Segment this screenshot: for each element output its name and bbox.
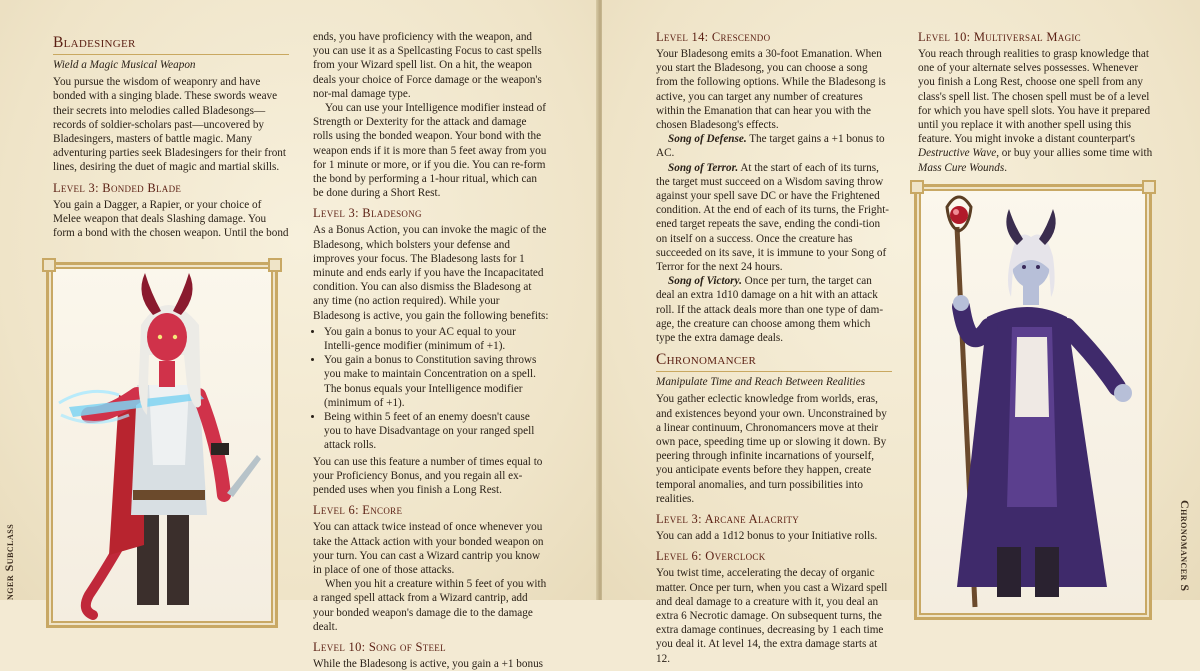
- right-column-1: [656, 30, 892, 666]
- arcane-alacrity-text: You can add a 1d12 bonus to your Initiative rolls.: [656, 530, 878, 543]
- chronomancer-intro: You gather eclectic knowledge from worlds, eras, and existences beyond your own. Unconstrained by a linear continuum, Chronomancers move at their own pace, speeding time up or slowing it down. By peering through infinite incarnations of yourself, you anticipate events before they happen, create temporal anomalies, and turn possibilities into realities.: [656, 393, 887, 505]
- multiversal-magic-heading: Level 10: Multiversal Magic: [918, 30, 1081, 44]
- list-item: • Being within 5 feet of an enemy doesn't cause you to have Disadvantage on your ranged spell attack rolls.: [324, 410, 549, 453]
- mass-cure-wounds-spell: Mass Cure Wounds: [918, 161, 1005, 174]
- song-of-victory-text: Once per turn, the target can deal an extra 1d10 damage on a hit with an attack roll. If the attack deals more than one type of dam-age, the creature can choose among them which type the extra damage deals.: [656, 275, 884, 345]
- bladesinger-heading: Bladesinger: [53, 34, 289, 55]
- bladesinger-intro: You pursue the wisdom of weaponry and have bonded with a singing blade. These swords weave their secrets into melodies called Bladesongs—records of soldier-scholars past—uncovered by Bladesingers, masters of battle magic. Many adventuring parties seek Bladesingers for their front lines, desiring the duet of magic and martial skills.: [53, 76, 286, 174]
- song-of-steel-heading: Level 10: Song of Steel: [313, 639, 446, 654]
- bladesinger-illustration-frame: [46, 262, 278, 628]
- list-item: • You gain a bonus to Constitution saving throws you make to maintain Concentration on a spell. The bonus equals your Intelligence modifier (minimum of +1).: [324, 353, 549, 410]
- bladesinger-tagline: Wield a Magic Musical Weapon: [53, 59, 196, 71]
- bladesinger-illustration: [49, 265, 275, 625]
- bonded-blade-continued: ends, you have proficiency with the weapon, and you can use it as a Spellcasting Focus to cast spells from your Wizard spell list. On a hit, the weapon deals your choice of Force damage or the weapon's nor-mal damage type.: [313, 31, 542, 100]
- crescendo-heading: Level 14: Crescendo: [656, 30, 771, 44]
- encore-text: You can attack twice instead of once whenever you take the Attack action with your bonded weapon on your turn. You can cast a Wizard cantrip you know in place of one of those attacks.: [313, 521, 544, 576]
- bladesong-heading: Level 3: Bladesong: [313, 206, 422, 221]
- chronomancer-illustration-frame: [914, 184, 1152, 620]
- right-page: [602, 0, 1200, 665]
- multiversal-text-c: .: [1004, 161, 1007, 174]
- bladesong-text: As a Bonus Action, you can invoke the magic of the Bladesong, which bolsters your defense and improves your focus. The Bladesong lasts for 1 minute and ends early if you have the Incapacitated condition. You can also dismiss the Bladesong at any time (no action required). While your Bladesong is active, you gain the following benefits:: [313, 224, 549, 322]
- multiversal-magic-text: [918, 47, 1154, 175]
- arcane-alacrity-heading: Level 3: Arcane Alacrity: [656, 512, 800, 527]
- chronomancer-illustration: [917, 187, 1149, 617]
- left-column-1: [53, 34, 289, 240]
- overclock-heading: Level 6: Overclock: [656, 549, 766, 564]
- song-of-victory-label: Song of Victory.: [668, 275, 742, 288]
- multiversal-text-a: You reach through realities to grasp knowledge that one of your alternate selves possesses. Whenever you finish a Long Rest, choose one spell from any class's spell list. The chosen spell must be of a level for which you have spell slots. You have it prepared until you replace it with another spell using this feature. You might invoke a distant counterpart's: [918, 48, 1151, 146]
- frame-corner: [42, 258, 56, 272]
- bonded-blade-heading: Level 3: Bonded Blade: [53, 180, 182, 195]
- destructive-wave-spell: Destructive Wave: [918, 147, 997, 160]
- multiversal-text-b: , or buy your allies some time with: [996, 147, 1153, 160]
- bladesong-uses-text: You can use this feature a number of times equal to your Proficiency Bonus, and you regain all ex-pended uses when you finish a Long Rest.: [313, 455, 543, 497]
- song-of-defense: [656, 132, 892, 160]
- bonded-blade-continued-2: You can use your Intelligence modifier instead of Strength or Dexterity for the attack and damage rolls using the bonded weapon. Your bond with the weapon ends if it is more than 5 feet away from you for 1 minute or more, or if you die. You can re-form the bond by performing a 1-hour ritual, which can be done during a Short Rest.: [313, 102, 547, 200]
- bonded-blade-text: You gain a Dagger, a Rapier, or your choice of Melee weapon that deals Slashing damage. You form a bond with the chosen weapon. Until the bond: [53, 198, 289, 240]
- frame-corner: [268, 258, 282, 272]
- chronomancer-tagline: Manipulate Time and Reach Between Realities: [656, 376, 866, 389]
- song-of-terror-text: At the start of each of its turns, the target must succeed on a Wisdom saving throw against your spell save DC or have the Frightened condition. At the end of each of its turns, the Fright-ened target repeats the save, ending the condi-tion on itself on a success. Once the creature has succeeded on its save, it is immune to your Song of Terror for the next 24 hours.: [656, 161, 890, 274]
- song-of-victory: [656, 274, 892, 345]
- right-column-2: [918, 30, 1154, 175]
- right-side-label: Chronomancer S: [1178, 500, 1192, 592]
- song-of-terror: [656, 161, 892, 275]
- song-of-defense-text: The target gains a +1 bonus to AC.: [656, 133, 885, 160]
- chronomancer-heading: Chronomancer: [656, 351, 892, 372]
- frame-corner: [1142, 180, 1156, 194]
- overclock-text: You twist time, accelerating the decay of organic matter. Once per turn, when you cast a Wizard spell and deal damage to a creature with it, you deal an extra 6 Necrotic damage. On subsequent turns, the extra damage continues, decreasing by 1 each time you deal it. At level 14, the extra damage starts at 12.: [656, 567, 888, 665]
- left-page: [0, 0, 598, 670]
- song-of-steel-text: While the Bladesong is active, you gain a +1 bonus: [313, 657, 544, 670]
- song-of-defense-label: Song of Defense.: [668, 133, 747, 146]
- frame-corner: [910, 180, 924, 194]
- song-of-terror-label: Song of Terror.: [668, 161, 739, 174]
- bladesong-benefits-list: [313, 325, 549, 453]
- encore-text-2: When you hit a creature within 5 feet of you with a ranged spell attack from a Wizard cantrip, add your bonded weapon's damage die to the damage dealt.: [313, 578, 547, 633]
- crescendo-text: Your Bladesong emits a 30-foot Emanation. When you start the Bladesong, you can choose a song from the following options. While the Bladesong is active, you can target any number of creatures within the Emanation that can hear you with the chosen Bladesong's effects.: [656, 48, 886, 132]
- left-side-label: nger Subclass: [2, 523, 16, 600]
- encore-heading: Level 6: Encore: [313, 503, 403, 518]
- list-item: • You gain a bonus to your AC equal to your Intelli-gence modifier (minimum of +1).: [324, 325, 549, 353]
- left-column-2: [313, 30, 549, 671]
